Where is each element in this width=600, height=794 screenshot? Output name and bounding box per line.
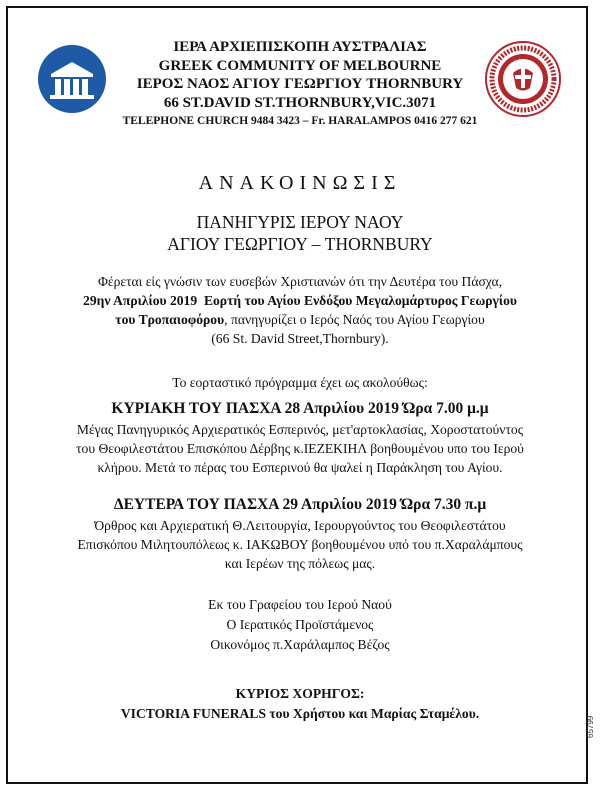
letterhead-line: 66 ST.DAVID ST.THORNBURY,VIC.3071 (163, 94, 437, 111)
page-title: ΑΝΑΚΟΙΝΩΣΙΣ (198, 172, 402, 194)
event-line: κλήρου. Μετά το πέρας του Εσπερινού θα ψαλεί η Παράκληση του Αγίου. (97, 460, 503, 475)
signature-block (0, 595, 600, 655)
event-line: Όρθρος και Αρχιερατική Θ.Λειτουργία, Ιερουργούντος του Θεοφιλεστάτου (94, 518, 506, 533)
intro-text: , πανηγυρίζει ο Ιερός Ναός του Αγίου Γεωργίου (224, 312, 485, 327)
event-heading: ΚΥΡΙΑΚΗ ΤΟΥ ΠΑΣΧΑ 28 Απριλίου 2019 Ώρα 7.00 μ.μ (111, 400, 489, 417)
event-line: του Θεοφιλεστάτου Επισκόπου Δέρβης κ.ΙΕΖΕΚΙΗΛ βοηθουμένου υπο του Ιερού (76, 441, 524, 456)
sponsor-text: VICTORIA FUNERALS του Χρήστου και Μαρίας Σταμέλου. (120, 706, 480, 721)
letterhead-line: ΙΕΡΟΣ ΝΑΟΣ ΑΓΙΟΥ ΓΕΩΡΓΙΟΥ THORNBURY (136, 76, 464, 92)
event-line: Επισκόπου Μιλητουπόλεως κ. ΙΑΚΩΒΟΥ βοηθουμένου υπό του π.Χαραλάμπους (77, 537, 523, 552)
sponsor-block (0, 684, 600, 724)
intro-paragraph (0, 272, 600, 348)
intro-feast-cont: του Τροπαιοφόρου (115, 312, 225, 327)
intro-feast: Εορτή του Αγίου Ενδόξου Μεγαλομάρτυρος Γεωργίου (203, 293, 517, 308)
intro-line (0, 291, 600, 310)
event-description (0, 420, 600, 477)
signature-line: Ο Ιερατικός Προϊστάμενος (226, 617, 374, 632)
event-description (0, 516, 600, 573)
program-intro: Το εορταστικό πρόγραμμα έχει ως ακολούθως: (172, 375, 428, 390)
intro-line (0, 310, 600, 329)
sponsor-label: ΚΥΡΙΟΣ ΧΟΡΗΓΟΣ: (235, 686, 365, 701)
telephone-line: TELEPHONE CHURCH 9484 3423 – Fr. HARALAMPOS 0416 277 621 (122, 115, 478, 127)
event-heading: ΔΕΥΤΕΡΑ ΤΟΥ ΠΑΣΧΑ 29 Απριλίου 2019 Ώρα 7.30 π.μ (113, 496, 487, 513)
signature-line: Εκ του Γραφείου του Ιερού Ναού (208, 597, 392, 612)
subtitle (0, 211, 600, 255)
event-line: και Ιερέων της πόλεως μας. (224, 556, 376, 571)
letterhead (0, 38, 600, 129)
event-line: Μέγας Πανηγυρικός Αρχιερατικός Εσπερινός, μετ'αρτοκλασίας, Χοροστατούντος (76, 422, 524, 437)
signature-line: Οικονόμος π.Χαράλαμπος Βέζος (210, 637, 390, 652)
letterhead-line: ΙΕΡΑ ΑΡΧΙΕΠΙΣΚΟΠΗ ΑΥΣΤΡΑΛΙΑΣ (173, 39, 427, 55)
intro-date: 29ην Απριλίου 2019 (83, 293, 198, 308)
intro-line: Φέρεται εἰς γνώσιν των ευσεβών Χριστιανών ότι την Δευτέρα του Πάσχα, (97, 274, 503, 289)
intro-line: (66 St. David Street,Thornbury). (211, 331, 389, 346)
letterhead-line: GREEK COMMUNITY OF MELBOURNE (158, 57, 442, 74)
subtitle-line: ΑΓΙΟΥ ΓΕΩΡΓΙΟΥ – THORNBURY (167, 234, 433, 254)
subtitle-line: ΠΑΝΗΓΥΡΙΣ ΙΕΡΟΥ ΝΑΟΥ (196, 212, 404, 232)
ad-code: 65799 (586, 715, 595, 738)
